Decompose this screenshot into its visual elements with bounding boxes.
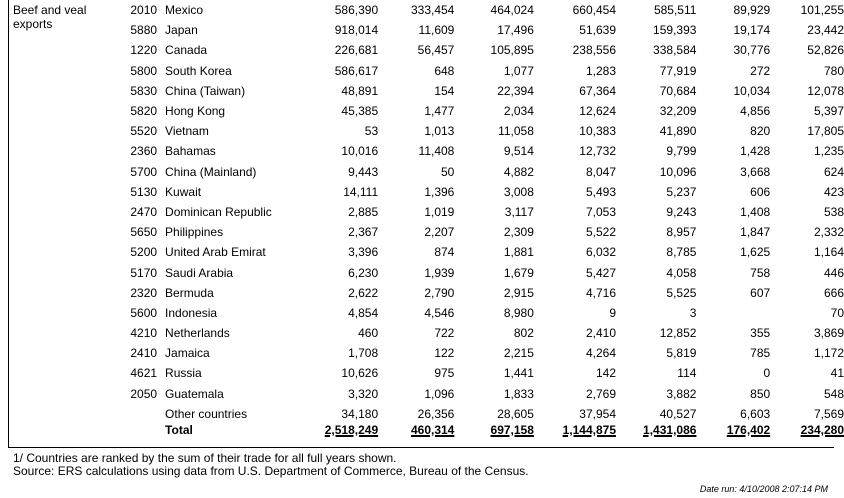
value-cell: 607 <box>750 285 771 300</box>
total-value-cell: 234,280 <box>800 422 844 437</box>
value-cell: 624 <box>823 164 844 179</box>
table-row <box>116 101 844 121</box>
value-cell: 3,008 <box>503 184 534 199</box>
table-row <box>116 0 844 20</box>
value-cell: 333,454 <box>410 3 455 18</box>
country-code: 5700 <box>130 164 158 179</box>
value-cell: 12,852 <box>659 326 697 341</box>
country-code: 2010 <box>130 3 158 18</box>
value-cell: 785 <box>750 346 771 361</box>
country-name: Bahamas <box>165 144 216 159</box>
value-cell: 12,624 <box>579 104 616 119</box>
value-cell: 423 <box>823 184 844 199</box>
value-cell: 53 <box>364 124 379 139</box>
value-cell: 5,525 <box>666 285 697 300</box>
country-code: 2410 <box>130 346 158 361</box>
value-cell: 89,929 <box>733 3 771 18</box>
value-cell: 2,367 <box>348 225 379 240</box>
country-code: 5800 <box>130 63 158 78</box>
value-cell: 11,058 <box>498 124 534 139</box>
table-row <box>116 283 844 303</box>
value-cell: 7,053 <box>585 204 616 219</box>
value-cell: 758 <box>750 265 771 280</box>
value-cell: 3,117 <box>504 204 534 219</box>
value-cell: 355 <box>750 326 771 341</box>
country-code: 5170 <box>130 265 158 280</box>
value-cell: 9,799 <box>666 144 697 159</box>
country-name: United Arab Emirat <box>165 245 266 260</box>
country-name: Japan <box>165 23 198 38</box>
table-row <box>116 222 844 242</box>
value-cell: 9,514 <box>503 144 534 159</box>
value-cell: 820 <box>750 124 771 139</box>
value-cell: 4,854 <box>348 305 379 320</box>
footnote-source: Source: ERS calculations using data from U.S. Department of Commerce, Bureau of the Census. <box>13 464 529 478</box>
table-row <box>116 262 844 282</box>
value-cell: 1,096 <box>424 386 455 401</box>
value-cell: 2,309 <box>503 225 534 240</box>
table-row <box>116 81 844 101</box>
country-name: Hong Kong <box>165 104 226 119</box>
value-cell: 10,626 <box>341 366 379 381</box>
value-cell: 9,443 <box>348 164 379 179</box>
value-cell: 5,493 <box>585 184 616 199</box>
date-run: Date run: 4/10/2008 2:07:14 PM <box>699 484 828 494</box>
value-cell: 3,396 <box>348 245 379 260</box>
value-cell: 1,477 <box>424 104 455 119</box>
value-cell: 154 <box>434 83 455 98</box>
value-cell: 1,625 <box>740 245 771 260</box>
value-cell: 975 <box>434 366 455 381</box>
country-name: Jamaica <box>165 346 210 361</box>
value-cell: 41,890 <box>659 124 697 139</box>
value-cell: 6,230 <box>348 265 379 280</box>
country-code: 2360 <box>130 144 158 159</box>
table-row <box>116 20 844 40</box>
country-code: 5200 <box>130 245 158 260</box>
value-cell: 7,569 <box>813 406 844 421</box>
value-cell: 1,441 <box>503 366 534 381</box>
value-cell: 3 <box>689 305 697 320</box>
country-name: Dominican Republic <box>165 204 272 219</box>
value-cell: 10,383 <box>579 124 616 139</box>
value-cell: 2,769 <box>585 386 616 401</box>
table-row <box>116 242 844 262</box>
value-cell: 1,235 <box>813 144 844 159</box>
value-cell: 272 <box>750 63 771 78</box>
value-cell: 5,522 <box>585 225 616 240</box>
country-code: 4210 <box>130 326 158 341</box>
value-cell: 70 <box>830 305 844 320</box>
total-code-empty <box>116 424 165 438</box>
value-cell: 77,919 <box>659 63 697 78</box>
table-row <box>116 363 844 383</box>
value-cell: 10,016 <box>341 144 379 159</box>
country-code: 5520 <box>130 124 158 139</box>
value-cell: 606 <box>750 184 771 199</box>
value-cell: 159,393 <box>653 23 697 38</box>
value-cell: 17,805 <box>807 124 844 139</box>
total-value-cell: 1,431,086 <box>643 422 697 437</box>
value-cell: 8,047 <box>585 164 616 179</box>
value-cell: 101,255 <box>800 3 844 18</box>
country-code: 5830 <box>130 83 158 98</box>
value-cell: 2,207 <box>424 225 455 240</box>
value-cell: 2,332 <box>813 225 844 240</box>
value-cell: 1,939 <box>424 265 455 280</box>
value-cell: 1,283 <box>585 63 616 78</box>
table-row <box>116 121 844 141</box>
table-row <box>116 202 844 222</box>
country-code: 2050 <box>130 386 158 401</box>
value-cell: 1,408 <box>740 204 771 219</box>
table-row <box>116 61 844 81</box>
total-value-cell: 697,158 <box>490 422 534 437</box>
country-code: 4621 <box>130 366 158 381</box>
value-cell: 9,243 <box>666 204 697 219</box>
value-cell: 4,716 <box>585 285 616 300</box>
total-label: Total <box>165 422 193 437</box>
country-name: Canada <box>165 43 208 58</box>
country-name: Bermuda <box>165 285 214 300</box>
table-row <box>116 343 844 363</box>
value-cell: 226,681 <box>334 43 379 58</box>
total-value-cell: 176,402 <box>726 422 771 437</box>
value-cell: 5,397 <box>813 104 844 119</box>
value-cell: 40,527 <box>659 406 697 421</box>
table-row <box>116 141 844 161</box>
value-cell: 446 <box>823 265 844 280</box>
country-code: 5650 <box>130 225 158 240</box>
value-cell: 8,957 <box>666 225 697 240</box>
value-cell: 30,776 <box>733 43 771 58</box>
value-cell: 12,078 <box>807 83 844 98</box>
value-cell: 1,396 <box>424 184 455 199</box>
left-rule <box>8 0 9 448</box>
country-name: South Korea <box>165 63 232 78</box>
value-cell: 142 <box>595 366 616 381</box>
country-name: Saudi Arabia <box>165 265 234 280</box>
value-cell: 2,915 <box>503 285 534 300</box>
country-name: Philippines <box>165 225 224 240</box>
value-cell: 2,410 <box>585 326 616 341</box>
value-cell: 2,790 <box>424 285 455 300</box>
value-cell: 464,024 <box>490 3 534 18</box>
value-cell: 802 <box>513 326 534 341</box>
value-cell: 850 <box>750 386 771 401</box>
value-cell: 122 <box>434 346 455 361</box>
value-cell: 1,428 <box>740 144 771 159</box>
value-cell: 660,454 <box>572 3 616 18</box>
value-cell: 1,679 <box>503 265 534 280</box>
value-cell: 1,013 <box>424 124 455 139</box>
value-cell: 10,096 <box>659 164 697 179</box>
value-cell: 780 <box>823 63 844 78</box>
value-cell: 1,833 <box>503 386 534 401</box>
value-cell: 26,356 <box>417 406 455 421</box>
value-cell: 874 <box>434 245 455 260</box>
value-cell: 666 <box>823 285 844 300</box>
value-cell: 8,980 <box>503 305 534 320</box>
table-row <box>116 303 844 323</box>
value-cell: 3,882 <box>666 386 697 401</box>
country-code <box>116 404 165 424</box>
exports-table <box>116 0 844 438</box>
table-row <box>116 162 844 182</box>
value-cell: 4,058 <box>666 265 697 280</box>
value-cell: 6,032 <box>585 245 616 260</box>
country-name: Vietnam <box>165 124 209 139</box>
value-cell: 52,826 <box>807 43 844 58</box>
value-cell: 4,546 <box>424 305 455 320</box>
value-cell: 105,895 <box>490 43 534 58</box>
footer-rule <box>8 447 834 448</box>
value-cell: 2,215 <box>503 346 534 361</box>
value-cell: 586,617 <box>334 63 379 78</box>
total-row <box>116 424 844 438</box>
total-value-cell: 2,518,249 <box>324 422 379 437</box>
value-cell: 9 <box>609 305 616 320</box>
value-cell: 338,584 <box>653 43 697 58</box>
value-cell: 41 <box>830 366 844 381</box>
value-cell: 70,684 <box>659 83 697 98</box>
country-name: Other countries <box>165 406 248 421</box>
value-cell: 28,605 <box>497 406 534 421</box>
value-cell: 11,408 <box>418 144 455 159</box>
country-name: Indonesia <box>165 305 218 320</box>
value-cell: 238,556 <box>572 43 616 58</box>
value-cell: 32,209 <box>659 104 697 119</box>
value-cell: 586,390 <box>334 3 379 18</box>
country-code: 5600 <box>130 305 158 320</box>
value-cell: 14,111 <box>343 184 379 199</box>
value-cell: 3,869 <box>813 326 844 341</box>
value-cell: 460 <box>358 326 379 341</box>
country-code: 2470 <box>130 204 158 219</box>
value-cell: 722 <box>434 326 455 341</box>
country-name: Kuwait <box>165 184 202 199</box>
value-cell: 34,180 <box>341 406 379 421</box>
value-cell: 4,264 <box>585 346 616 361</box>
footnote-ranking: 1/ Countries are ranked by the sum of their trade for all full years shown. <box>13 451 397 465</box>
value-cell: 51,639 <box>579 23 616 38</box>
value-cell: 4,882 <box>503 164 534 179</box>
value-cell: 585,511 <box>653 3 697 18</box>
value-cell: 2,034 <box>503 104 534 119</box>
table-row <box>116 182 844 202</box>
value-cell: 0 <box>763 366 771 381</box>
value-cell: 548 <box>823 386 844 401</box>
value-cell: 1,847 <box>740 225 771 240</box>
country-name: Mexico <box>165 3 204 18</box>
country-name: Guatemala <box>165 386 224 401</box>
country-name: Russia <box>165 366 202 381</box>
value-cell: 538 <box>823 204 844 219</box>
total-value-cell: 460,314 <box>410 422 455 437</box>
value-cell: 10,034 <box>733 83 771 98</box>
value-cell: 48,891 <box>341 83 379 98</box>
value-cell: 5,237 <box>666 184 697 199</box>
value-cell: 3,668 <box>740 164 771 179</box>
value-cell: 648 <box>434 63 455 78</box>
country-name: China (Taiwan) <box>165 83 246 98</box>
total-value-cell: 1,144,875 <box>562 422 616 437</box>
exports-table-body <box>116 0 844 438</box>
value-cell: 1,881 <box>503 245 534 260</box>
value-cell: 8,785 <box>666 245 697 260</box>
value-cell: 1,019 <box>424 204 455 219</box>
country-code: 1220 <box>130 43 158 58</box>
value-cell: 12,732 <box>579 144 616 159</box>
value-cell: 1,077 <box>503 63 534 78</box>
value-cell: 5,427 <box>585 265 616 280</box>
table-row <box>116 40 844 60</box>
country-name: Netherlands <box>165 326 230 341</box>
value-cell: 19,174 <box>733 23 771 38</box>
value-cell: 1,164 <box>813 245 844 260</box>
country-code: 2320 <box>130 285 158 300</box>
value-cell: 50 <box>441 164 455 179</box>
table-row <box>116 323 844 343</box>
value-cell: 1,708 <box>348 346 379 361</box>
value-cell: 5,819 <box>666 346 697 361</box>
value-cell: 11,609 <box>418 23 455 38</box>
value-cell: 3,320 <box>348 386 379 401</box>
group-label: Beef and veal exports <box>13 3 87 31</box>
value-cell: 2,622 <box>348 285 379 300</box>
value-cell: 1,172 <box>813 346 844 361</box>
value-cell: 17,496 <box>497 23 534 38</box>
value-cell: 67,364 <box>579 83 616 98</box>
value-cell: 37,954 <box>579 406 616 421</box>
country-name: China (Mainland) <box>165 164 257 179</box>
value-cell: 56,457 <box>417 43 455 58</box>
value-cell: 114 <box>677 366 697 381</box>
value-cell: 23,442 <box>807 23 844 38</box>
value-cell: 918,014 <box>334 23 379 38</box>
value-cell: 45,385 <box>341 104 379 119</box>
country-code: 5820 <box>130 104 158 119</box>
table-row <box>116 384 844 404</box>
value-cell: 2,885 <box>348 204 379 219</box>
value-cell: 22,394 <box>497 83 534 98</box>
country-code: 5880 <box>130 23 158 38</box>
value-cell: 6,603 <box>740 406 771 421</box>
country-code: 5130 <box>130 184 158 199</box>
table-row <box>116 404 844 424</box>
value-cell <box>696 303 770 323</box>
value-cell: 4,856 <box>740 104 771 119</box>
